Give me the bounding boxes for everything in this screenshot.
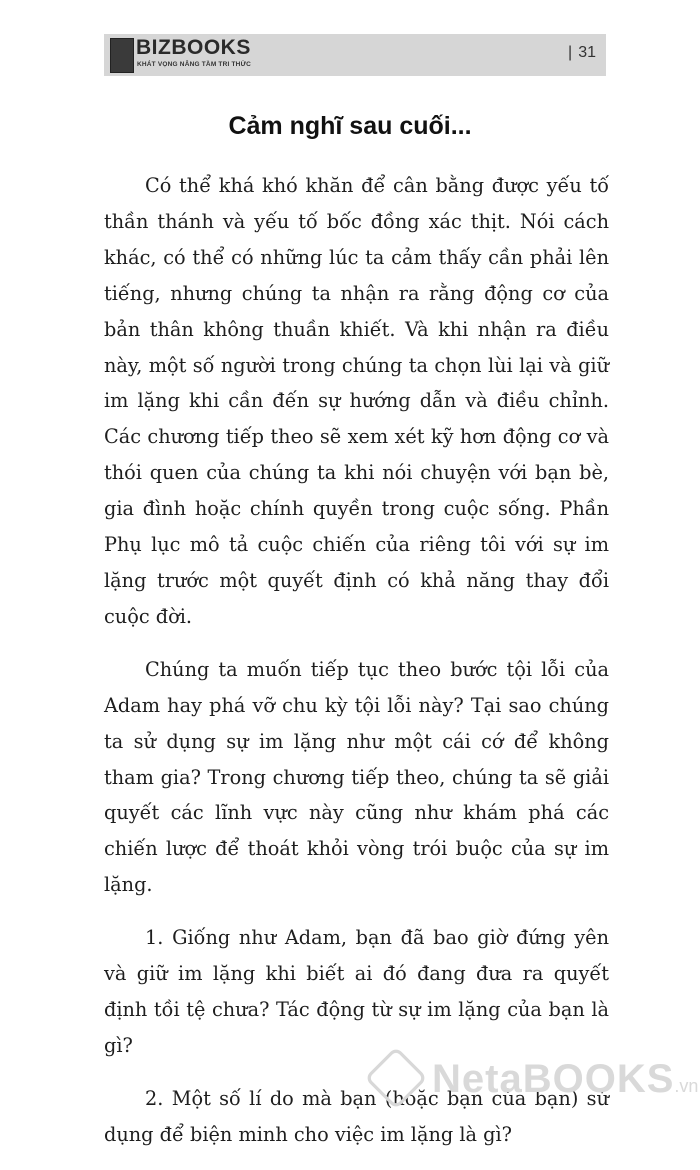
section-title: Cảm nghĩ sau cuối... (228, 112, 472, 140)
paragraph: Chúng ta muốn tiếp tục theo bước tội lỗi của Adam hay phá vỡ chu kỳ tội lỗi này? Tại sao chúng ta sử dụng sự im lặng như một cái cớ để không tham gia? Trong chương tiếp theo, chúng ta sẽ giải quyết các lĩnh vực này cũng như khám phá các chiến lược để thoát khỏi vòng trói buộc của sự im lặng. (104, 657, 609, 897)
watermark (368, 1050, 699, 1114)
watermark-name: NetaBOOKS (432, 1057, 675, 1101)
paragraph: Có thể khá khó khăn để cân bằng được yếu tố thần thánh và yếu tố bốc đồng xác thịt. Nói cách khác, có thể có những lúc ta cảm thấy cần phải lên tiếng, nhưng chúng ta nhận ra rằng động cơ của bản thân không thuần khiết. Và khi nhận ra điều này, một số người trong chúng ta chọn lùi lại và giữ im lặng khi cần đến sự hướng dẫn và điều chỉnh. Các chương tiếp theo sẽ xem xét kỹ hơn động cơ và thói quen của chúng ta khi nói chuyện với bạn bè, gia đình hoặc chính quyền trong cuộc sống. Phần Phụ lục mô tả cuộc chiến của riêng tôi với sự im lặng trước một quyết định có khả năng thay đổi cuộc đời. (104, 174, 609, 628)
body-text (104, 168, 609, 1170)
page-number: 31 (578, 44, 596, 61)
watermark-text (432, 1056, 698, 1109)
header-separator: | (568, 44, 573, 61)
question-item: 2. Một số lí do mà bạn (hoặc bạn của bạn) sử dụng để biện minh cho việc im lặng là gì? (104, 1086, 609, 1146)
question-item: 1. Giống như Adam, bạn đã bao giờ đứng yên và giữ im lặng khi biết ai đó đang đưa ra quyết định tồi tệ chưa? Tác động từ sự im lặng của bạn là gì? (104, 926, 609, 1057)
page-number-block (568, 44, 596, 62)
bizbooks-logo-icon (110, 38, 134, 73)
watermark-suffix: .vn (674, 1076, 699, 1096)
netabooks-logo-icon (364, 1046, 427, 1109)
publisher-brand: BIZBOOKS (136, 36, 251, 59)
running-header (104, 34, 606, 76)
publisher-tagline: KHÁT VỌNG NÂNG TẦM TRI THỨC (137, 61, 252, 68)
